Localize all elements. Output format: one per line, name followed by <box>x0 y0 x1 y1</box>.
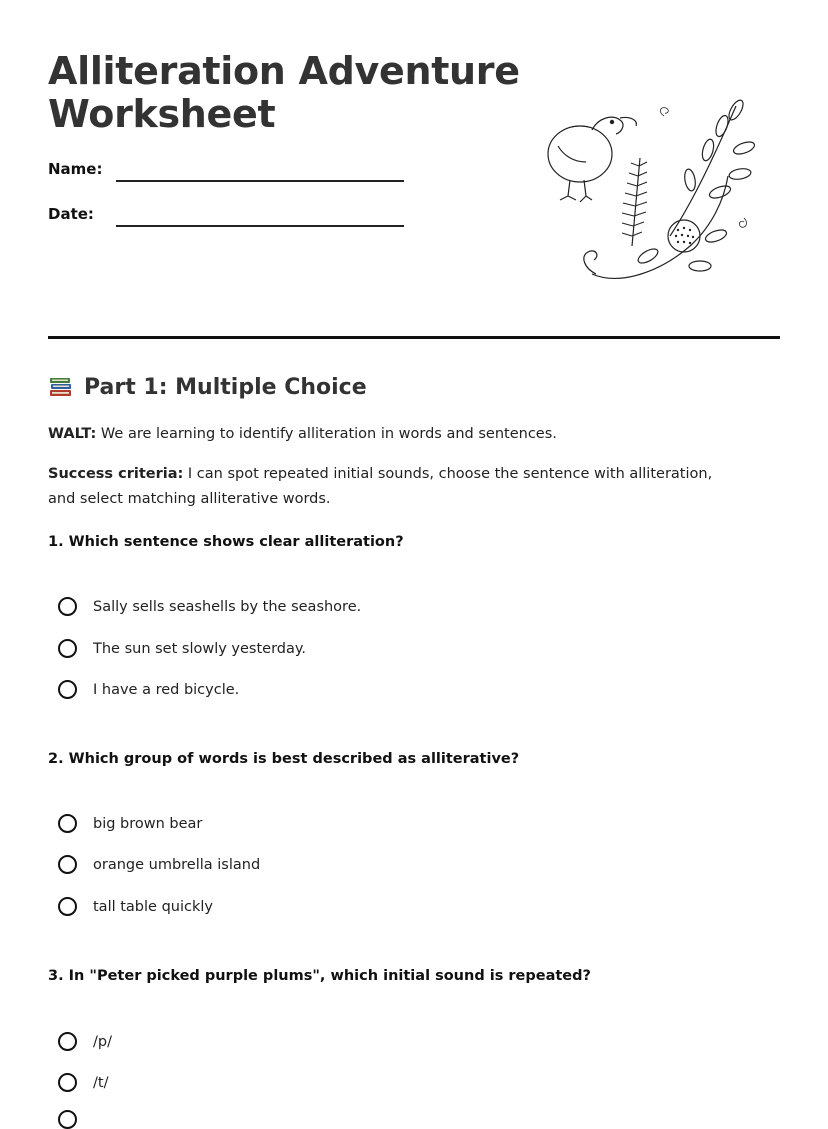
option-label: big brown bear <box>93 815 203 832</box>
section-divider <box>48 336 780 339</box>
walt-label: WALT: <box>48 426 97 442</box>
option-label: tall table quickly <box>93 898 213 915</box>
question-1-option-1[interactable] <box>58 597 361 616</box>
title-line-1: Alliteration Adventure <box>48 49 520 93</box>
question-1: 1. Which sentence shows clear alliteration? <box>48 534 404 550</box>
question-1-option-2[interactable] <box>58 639 306 658</box>
question-3: 3. In "Peter picked purple plums", which initial sound is repeated? <box>48 968 591 984</box>
option-label: The sun set slowly yesterday. <box>93 640 307 657</box>
question-2: 2. Which group of words is best described as alliterative? <box>48 751 520 767</box>
walt-statement <box>48 422 748 447</box>
question-3-option-1[interactable] <box>58 1032 112 1051</box>
question-2-option-2[interactable] <box>58 855 260 874</box>
criteria-label: Success criteria: <box>48 466 184 482</box>
name-field[interactable] <box>116 180 404 182</box>
radio-button[interactable] <box>58 639 77 658</box>
radio-button[interactable] <box>58 597 77 616</box>
radio-button[interactable] <box>58 897 77 916</box>
title-line-2: Worksheet <box>48 92 276 136</box>
success-criteria <box>48 462 738 512</box>
option-label: orange umbrella island <box>93 856 261 873</box>
option-label: /p/ <box>93 1033 112 1050</box>
kiwi-bird-fern-illustration <box>540 96 760 292</box>
option-label: Sally sells seashells by the seashore. <box>93 598 362 615</box>
criteria-text: I can spot repeated initial sounds, choose the sentence with alliteration, and select matching alliterative words. <box>48 466 713 507</box>
radio-button[interactable] <box>58 1073 77 1092</box>
walt-text: We are learning to identify alliteration in words and sentences. <box>100 426 557 442</box>
question-3-option-2[interactable] <box>58 1073 108 1092</box>
date-label: Date: <box>48 205 94 223</box>
part1-title: Part 1: Multiple Choice <box>84 374 367 400</box>
books-icon <box>48 374 74 400</box>
date-field[interactable] <box>116 225 404 227</box>
question-2-option-3[interactable] <box>58 897 213 916</box>
question-2-option-1[interactable] <box>58 814 202 833</box>
question-1-option-3[interactable] <box>58 680 239 699</box>
radio-button[interactable] <box>58 814 77 833</box>
radio-button[interactable] <box>58 1032 77 1051</box>
radio-button[interactable] <box>58 680 77 699</box>
radio-button[interactable] <box>58 1110 77 1129</box>
name-label: Name: <box>48 160 103 178</box>
radio-button[interactable] <box>58 855 77 874</box>
option-label: /t/ <box>93 1074 109 1091</box>
option-label: I have a red bicycle. <box>93 681 240 698</box>
part1-heading <box>48 374 367 400</box>
worksheet-title <box>48 50 520 136</box>
question-3-option-3-partial[interactable] <box>58 1110 93 1129</box>
